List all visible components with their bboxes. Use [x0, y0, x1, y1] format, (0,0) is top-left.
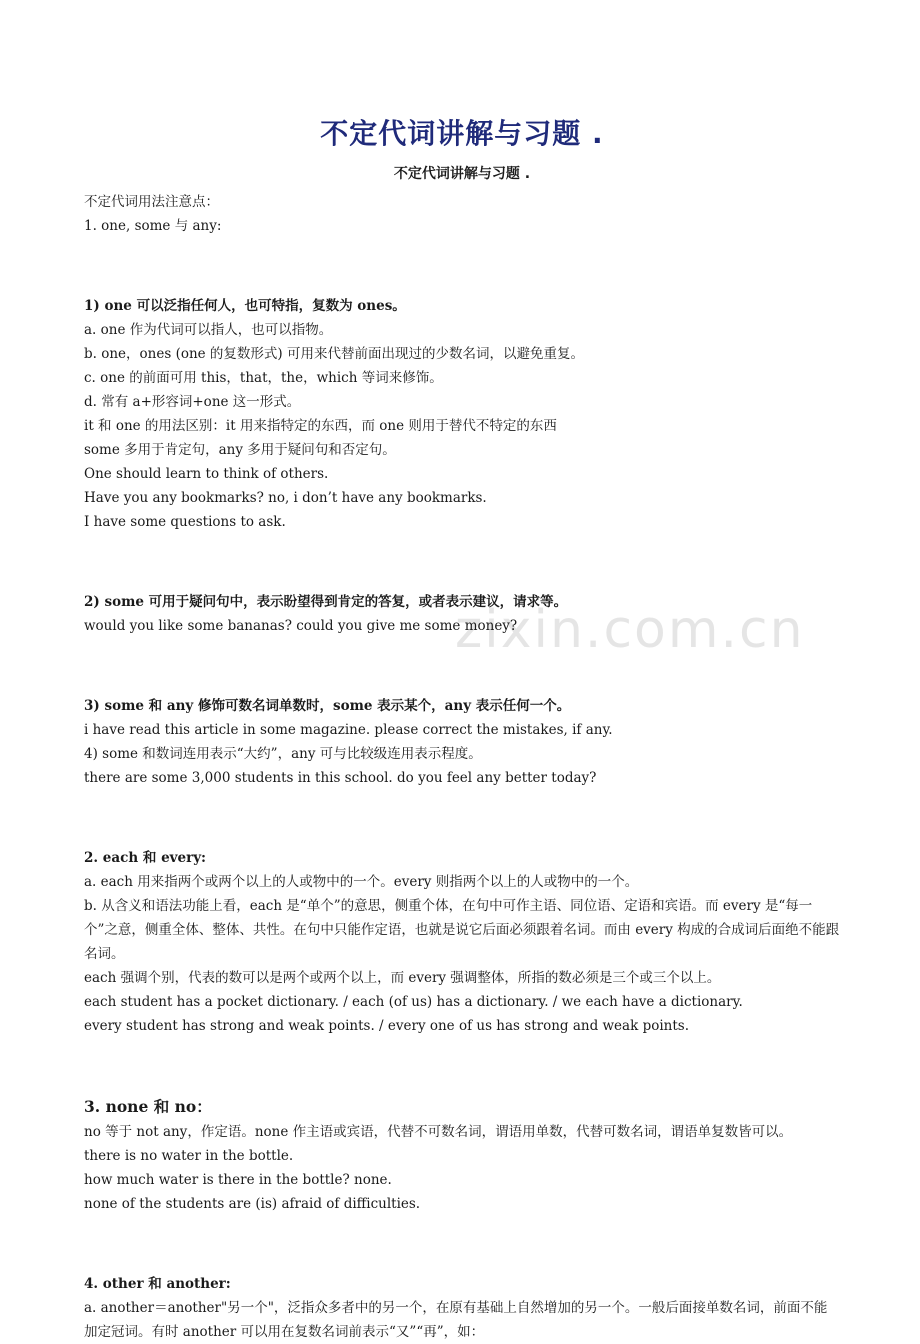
blank-line [84, 654, 840, 678]
body-text-line: One should learn to think of others. [84, 466, 329, 482]
body-text-line: i have read this article in some magazine. please correct the mistakes, if any. [84, 722, 613, 738]
body-text-line: how much water is there in the bottle? none. [84, 1172, 392, 1188]
body-text-line: there are some 3,000 students in this school. do you feel any better today? [84, 770, 597, 786]
blank-line [84, 1054, 840, 1078]
body-text-line: would you like some bananas? could you give me some money? [84, 618, 518, 634]
section-heading: 1) one 可以泛指任何人，也可特指，复数为 ones。 [84, 298, 406, 314]
body-text-line: some 多用于肯定句，any 多用于疑问句和否定句。 [84, 442, 396, 458]
section-heading: 2) some 可用于疑问句中，表示盼望得到肯定的答复，或者表示建议，请求等。 [84, 594, 568, 610]
body-text-line: there is no water in the bottle. [84, 1148, 294, 1164]
blank-line [84, 806, 840, 830]
blank-line [84, 550, 840, 574]
document-page [84, 112, 840, 1344]
body-text-line: c. one 的前面可用 this，that，the，which 等词来修饰。 [84, 370, 443, 386]
document-subtitle: 不定代词讲解与习题 . [393, 166, 531, 182]
body-text-line: each student has a pocket dictionary. / each (of us) has a dictionary. / we each have a dictionary. [84, 994, 743, 1010]
blank-line [84, 254, 840, 278]
body-text-line: 4) some 和数词连用表示“大约”，any 可与比较级连用表示程度。 [84, 746, 482, 762]
body-text-line: none of the students are (is) afraid of difficulties. [84, 1196, 421, 1212]
document-body [84, 190, 840, 1344]
body-text-line: a. another＝another"另一个"，泛指众多者中的另一个，在原有基础上自然增加的另一个。一般后面接单数名词，前面不能加定冠词。有时 another 可以用在复数名词前表示“又”“再”，如： [84, 1300, 828, 1340]
body-text-line: b. 从含义和语法功能上看，each 是“单个”的意思，侧重个体，在句中可作主语、同位语、定语和宾语。而 every 是“每一个”之意，侧重全体、整体、共性。在句中只能作定语，也就是说它后面必须跟着名词。而由 every 构成的合成词后面绝不能跟名词。 [84, 898, 840, 962]
body-text-line: 1. one, some 与 any: [84, 218, 222, 234]
document-title: 不定代词讲解与习题 . [320, 117, 604, 150]
body-text-line: each 强调个别，代表的数可以是两个或两个以上，而 every 强调整体，所指的数必须是三个或三个以上。 [84, 970, 721, 986]
body-text-line: b. one，ones (one 的复数形式) 可用来代替前面出现过的少数名词，以避免重复。 [84, 346, 584, 362]
body-text-line: a. one 作为代词可以指人，也可以指物。 [84, 322, 333, 338]
section-heading: 3) some 和 any 修饰可数名词单数时，some 表示某个，any 表示任何一个。 [84, 698, 571, 714]
body-text-line: I have some questions to ask. [84, 514, 286, 530]
body-text-line: every student has strong and weak points. / every one of us has strong and weak points. [84, 1018, 689, 1034]
body-text-line: 不定代词用法注意点： [84, 194, 219, 210]
section-heading: 2. each 和 every: [84, 850, 207, 866]
blank-line [84, 1232, 840, 1256]
body-text-line: d. 常有 a+形容词+one 这一形式。 [84, 394, 301, 410]
body-text-line: it 和 one 的用法区别：it 用来指特定的东西，而 one 则用于替代不特定的东西 [84, 418, 557, 434]
body-text-line: no 等于 not any，作定语。none 作主语或宾语，代替不可数名词，谓语用单数，代替可数名词，谓语单复数皆可以。 [84, 1124, 793, 1140]
section-heading: 4. other 和 another: [84, 1276, 231, 1292]
body-text-line: Have you any bookmarks? no, i don’t have any bookmarks. [84, 490, 487, 506]
watermark: zixin.com.cn [455, 600, 805, 660]
section-heading: 3. none 和 no： [84, 1097, 212, 1116]
body-text-line: a. each 用来指两个或两个以上的人或物中的一个。every 则指两个以上的人或物中的一个。 [84, 874, 639, 890]
